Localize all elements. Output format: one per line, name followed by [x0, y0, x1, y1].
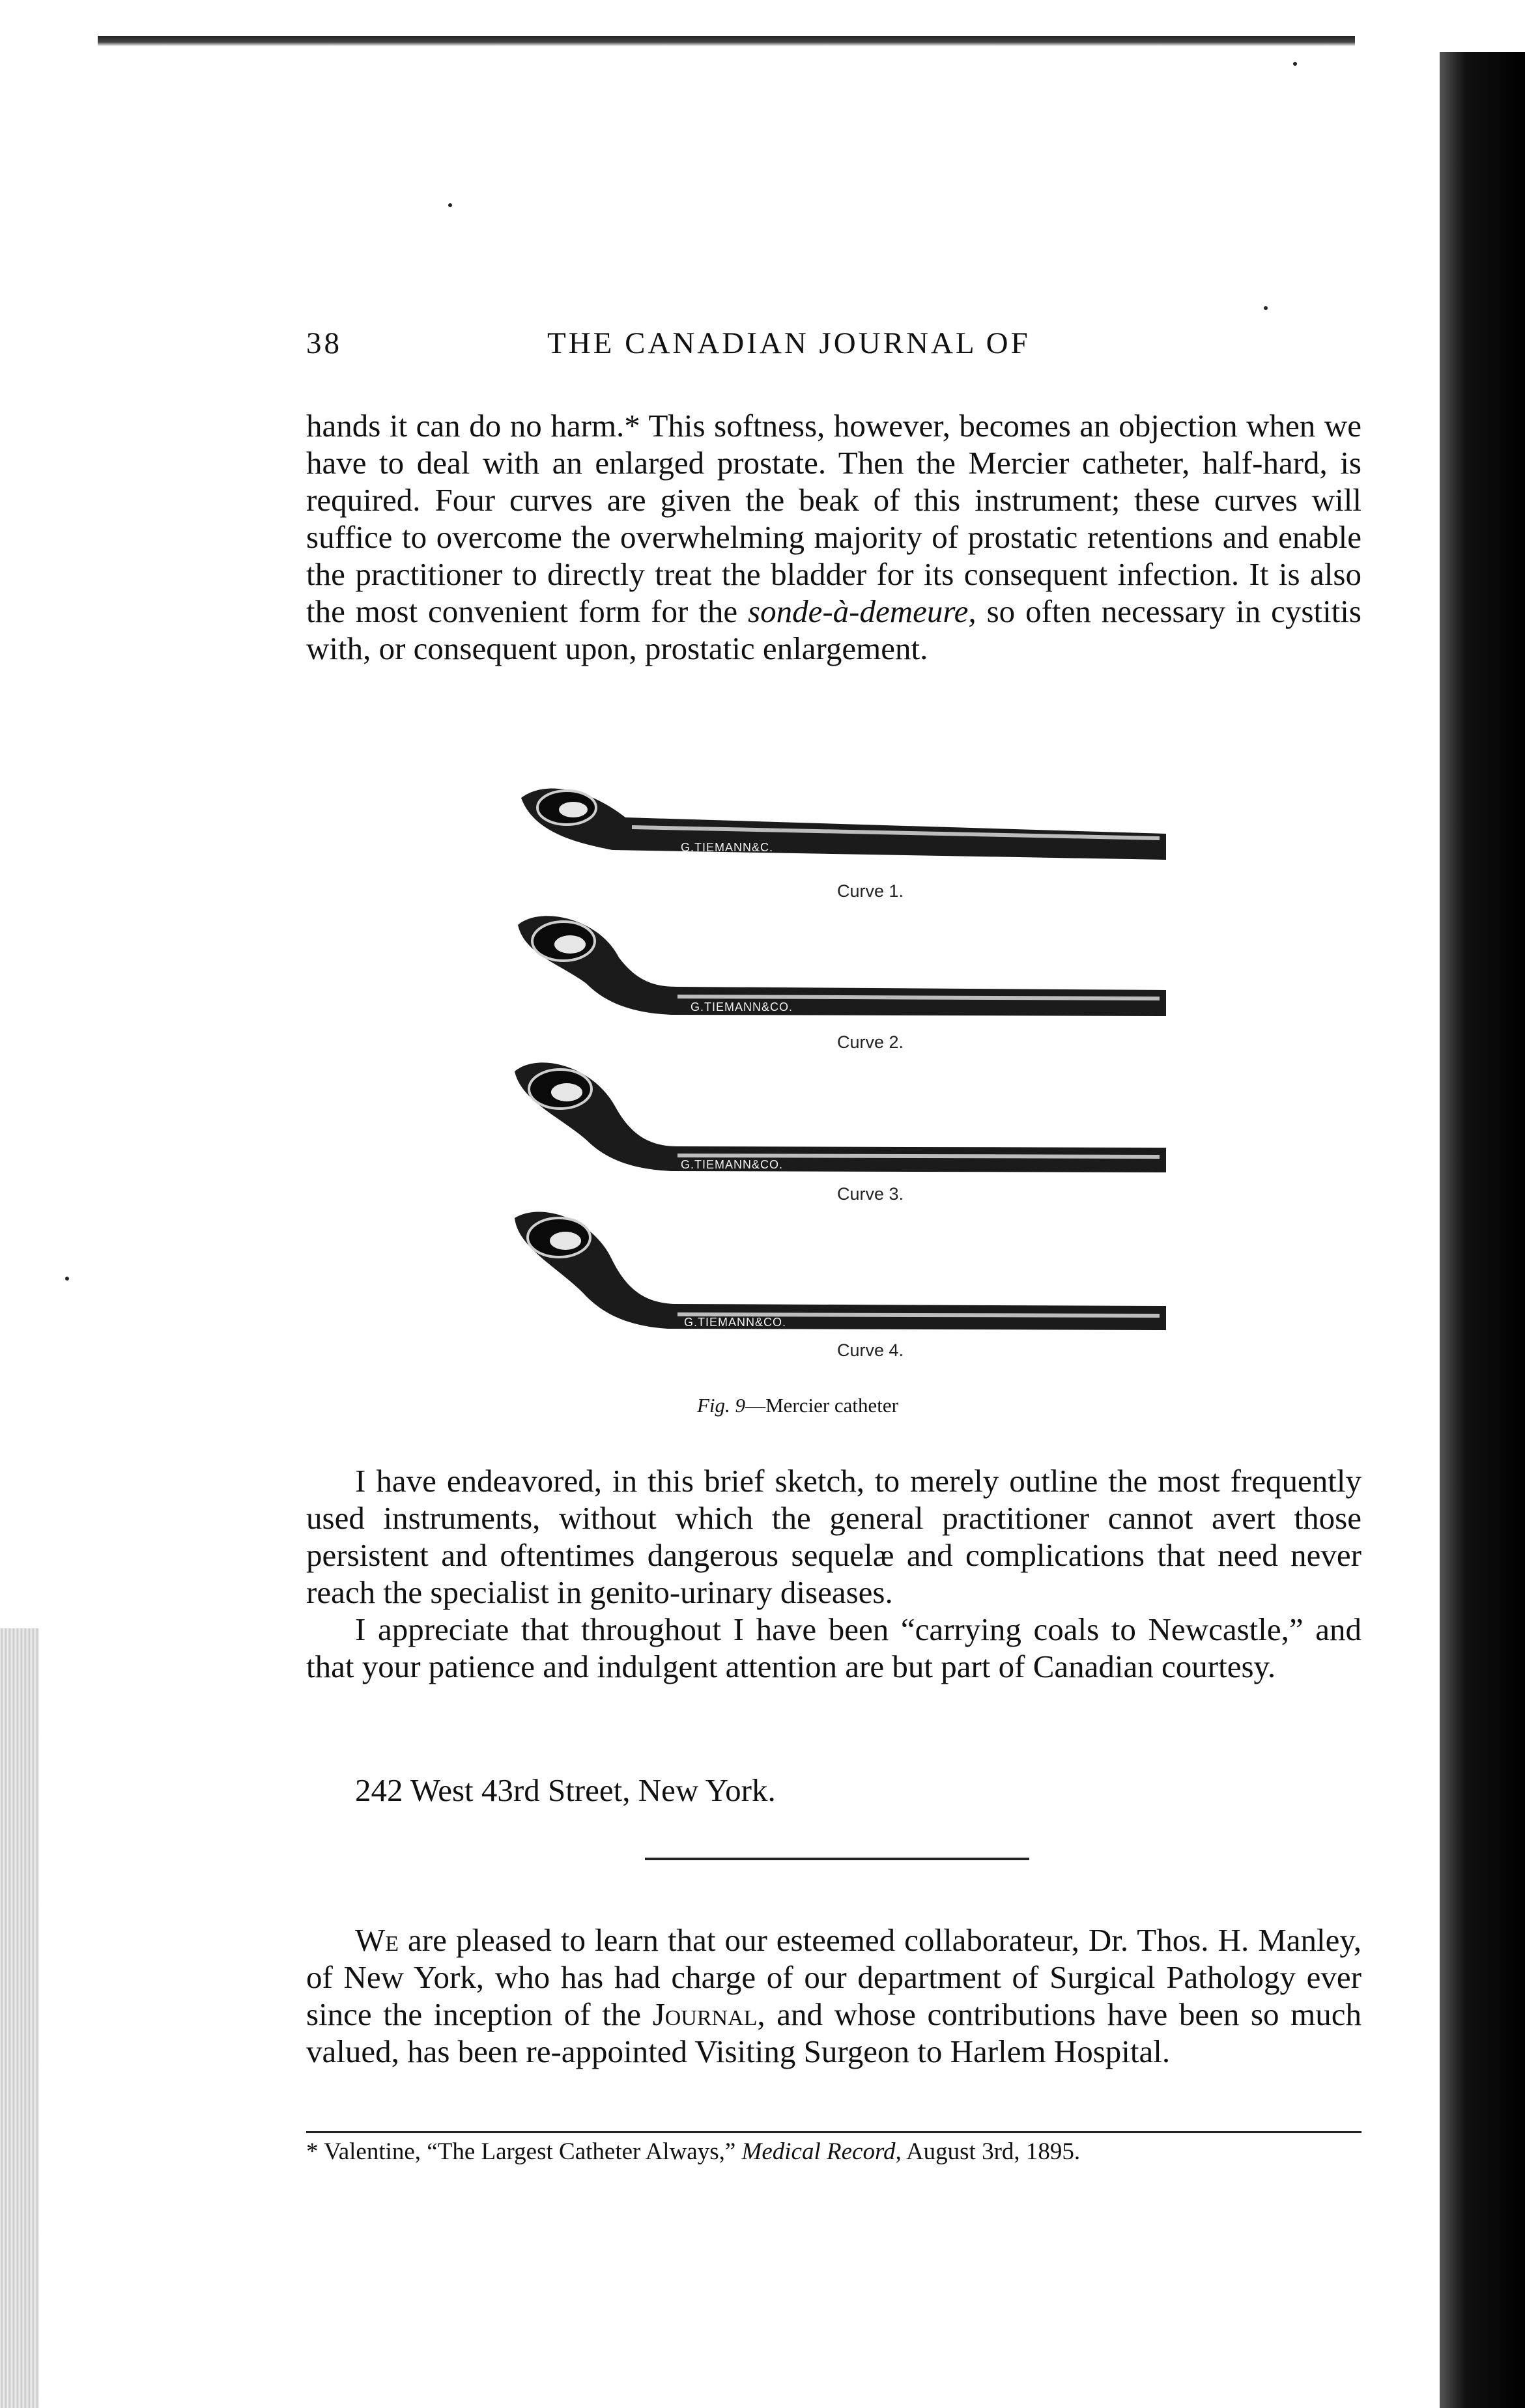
paragraph-text: I appreciate that throughout I have been “carrying coals to Newcastle,” and that your patience and indulgent attention are but part of Canadian courtesy.: [306, 1611, 1361, 1684]
running-head: THE CANADIAN JOURNAL OF: [547, 326, 1031, 360]
journal-word: Journal: [652, 1996, 758, 2032]
lead-word: We: [355, 1922, 399, 1958]
catheter-curve-1: [508, 772, 1173, 909]
maker-stamp: G.TIEMANN&CO.: [684, 1316, 787, 1329]
paragraph-text: I have endeavored, in this brief sketch, to merely outline the most frequently used instruments, without which the general practitioner cannot avert those persistent and oftentimes dangerous sequelæ and complications that need never reach the specialist in genito-urinary diseases.: [306, 1463, 1361, 1610]
catheter-curve-4: [508, 1205, 1173, 1360]
scan-shadow-left: [0, 1628, 39, 2408]
closing-paragraphs: [306, 1462, 1361, 1685]
section-divider: [645, 1858, 1029, 1860]
catheter-illustration: [508, 1205, 1173, 1342]
scan-speck: [1264, 306, 1268, 310]
scan-shadow-right: [1440, 52, 1525, 2408]
maker-stamp: G.TIEMANN&C.: [681, 841, 774, 854]
catheter-curve-2: [508, 905, 1173, 1052]
address-text: 242 West 43rd Street, New York.: [355, 1772, 776, 1808]
footnote-divider: [306, 2131, 1361, 2133]
italic-term: sonde-à-demeure,: [748, 593, 976, 629]
author-address: [306, 1772, 1361, 1809]
scan-speck: [448, 203, 452, 207]
footnote: [306, 2136, 1361, 2168]
footnote-italic: Medical Record,: [741, 2138, 902, 2165]
paragraph-text-end: , and whose contributions have been so much valued, has been re-appointed Visiting Surgeon to Harlem Hospital.: [306, 1996, 1362, 2069]
paragraph-text-end: so often necessary in cystitis with, or consequent upon, prostatic enlargement.: [306, 593, 1361, 666]
scan-speck: [1293, 62, 1297, 66]
curve-label: Curve 4.: [837, 1340, 904, 1360]
page-number: 38: [306, 326, 342, 360]
catheter-illustration: [508, 905, 1173, 1042]
catheter-curve-3: [508, 1055, 1173, 1204]
figure-caption-text: —Mercier catheter: [745, 1394, 898, 1417]
curve-label: Curve 1.: [837, 881, 904, 901]
curve-label: Curve 2.: [837, 1032, 904, 1052]
scan-speck: [65, 1277, 69, 1281]
paragraph-text: [306, 1921, 1361, 2070]
figure-number: Fig. 9: [697, 1394, 746, 1417]
paragraph-text: [306, 407, 1361, 667]
paragraph-mercier-catheter: [306, 407, 1361, 667]
running-header: [306, 326, 1433, 371]
top-edge-rule: [98, 36, 1355, 46]
footnote-tail: August 3rd, 1895.: [901, 2138, 1081, 2165]
maker-stamp: G.TIEMANN&CO.: [691, 1000, 793, 1013]
footnote-lead: * Valentine, “The Largest Catheter Always,”: [306, 2138, 742, 2165]
catheter-illustration: [508, 1055, 1173, 1192]
figure-caption: [697, 1394, 898, 1417]
news-paragraph: [306, 1921, 1361, 2070]
paragraph-text-start: hands it can do no harm.* This softness, however, becomes an objection when we have to deal with an enlarged prostate. Then the Mercier catheter, half-hard, is required. Four curves are given the beak of this instrument; these curves will suffice to overcome the overwhelming majority of prostatic retentions and enable the practitioner to directly treat the bladder for its consequent infection. It is also the most convenient form for the: [306, 408, 1361, 629]
maker-stamp: G.TIEMANN&CO.: [681, 1158, 784, 1171]
paragraph-text-start: are pleased to learn that our esteemed collaborateur, Dr. Thos. H. Manley, of New York, who has had charge of our department of Surgical Pathology ever since the inception of the: [306, 1922, 1361, 2032]
curve-label: Curve 3.: [837, 1184, 904, 1204]
figure-mercier-catheters: [508, 772, 1173, 1436]
